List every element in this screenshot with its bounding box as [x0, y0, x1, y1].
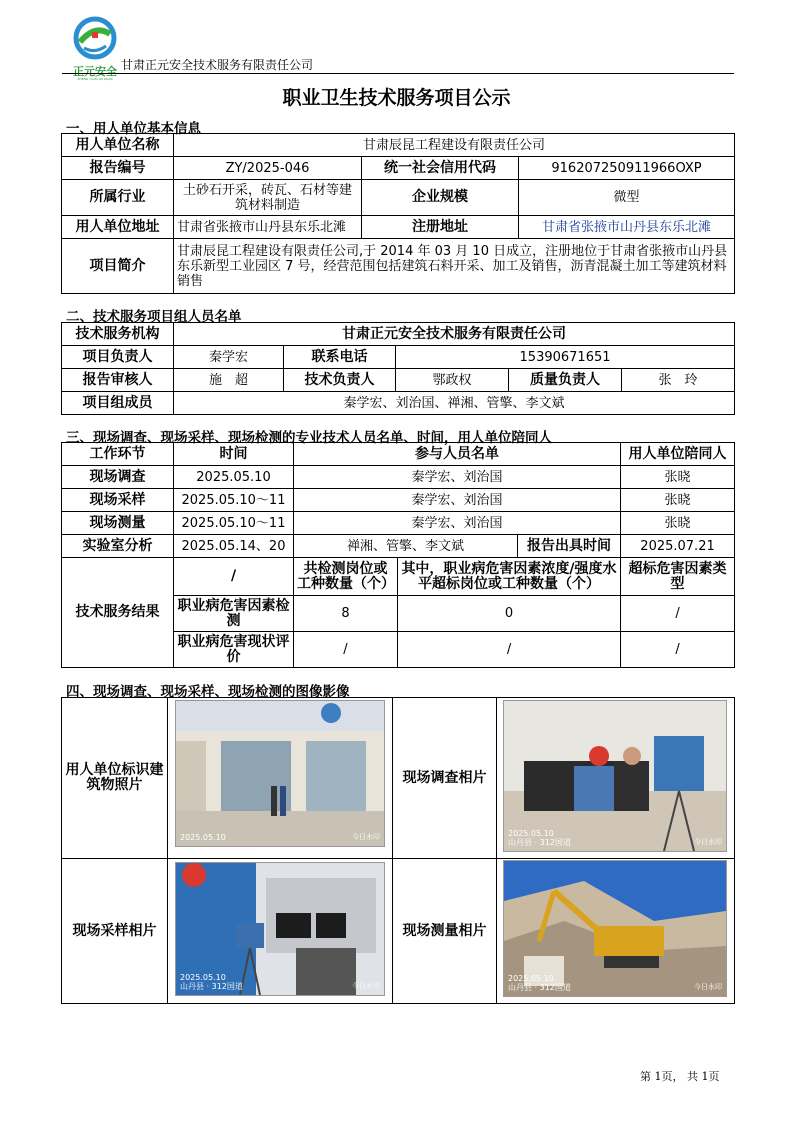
- page-number: 第 1页， 共 1页: [640, 1070, 720, 1083]
- col-type-head: 超标危害因素类型: [621, 558, 735, 596]
- scale-value: 微型: [519, 180, 735, 216]
- watermark-label: 今日水印: [694, 838, 722, 846]
- unit-name-value: 甘肃辰昆工程建设有限责任公司: [174, 134, 735, 157]
- table-row: [62, 512, 735, 535]
- intro-label: 项目简介: [62, 239, 174, 294]
- quality-value: 张 玲: [622, 369, 735, 392]
- eval-type: /: [621, 632, 735, 668]
- building-photo: [175, 700, 385, 847]
- table-row: [62, 489, 735, 512]
- report-date-value: 2025.07.21: [621, 535, 735, 558]
- section1-heading: 一、用人单位基本信息: [66, 121, 201, 137]
- building-photo-label: 用人单位标识建筑物照片: [62, 698, 168, 859]
- escort-cell: 张晓: [621, 512, 735, 535]
- lab-stage: 实验室分析: [62, 535, 174, 558]
- survey-photo: [503, 700, 727, 852]
- phone-value: 15390671651: [396, 346, 735, 369]
- report-no-label: 报告编号: [62, 157, 174, 180]
- intro-value: 甘肃辰昆工程建设有限责任公司,于 2014 年 03 月 10 日成立，注册地位于甘肃省张掖市山丹县东乐新型工业园区 7 号，经营范围包括建筑石料开采、加工及销售，沥青混凝土加工等建筑材料销售: [174, 239, 735, 294]
- detect-total: 8: [294, 596, 398, 632]
- reg-address-label: 注册地址: [362, 216, 519, 239]
- building-illustration: [176, 701, 384, 846]
- measure-photo-label: 现场测量相片: [393, 859, 497, 1004]
- page-title: 职业卫生技术服务项目公示: [282, 87, 511, 109]
- detect-label: 职业病危害因素检测: [174, 596, 294, 632]
- time-cell: 2025.05.10～11: [174, 489, 294, 512]
- staff-cell: 秦学宏、刘治国: [294, 512, 621, 535]
- watermark-label: 今日水印: [694, 983, 722, 991]
- unit-name-label: 用人单位名称: [62, 134, 174, 157]
- watermark-label: 今日水印: [352, 982, 380, 990]
- industry-value: 土砂石开采，砖瓦、石材等建筑材料制造: [174, 180, 362, 216]
- logo-text: 正元安全: [73, 65, 117, 78]
- time-cell: 2025.05.10: [174, 466, 294, 489]
- lead-value: 秦学宏: [174, 346, 284, 369]
- members-label: 项目组成员: [62, 392, 174, 415]
- lab-time: 2025.05.14、20: [174, 535, 294, 558]
- lead-label: 项目负责人: [62, 346, 174, 369]
- time-cell: 2025.05.10～11: [174, 512, 294, 535]
- result-slash: /: [174, 558, 294, 596]
- lab-staff: 禅湘、管擎、李文斌: [294, 535, 518, 558]
- detect-exceed: 0: [398, 596, 621, 632]
- staff-cell: 秦学宏、刘治国: [294, 489, 621, 512]
- stage-cell: 现场测量: [62, 512, 174, 535]
- head-escort: 用人单位陪同人: [621, 443, 735, 466]
- survey-photo-label: 现场调查相片: [393, 698, 497, 859]
- watermark-label: 今日水印: [352, 833, 380, 841]
- eval-exceed: /: [398, 632, 621, 668]
- section2-heading: 二、技术服务项目组人员名单: [66, 309, 242, 325]
- header-rule: [62, 73, 734, 74]
- photo-date-text: 2025.05.10: [180, 973, 226, 982]
- team-table: [61, 322, 735, 415]
- escort-cell: 张晓: [621, 489, 735, 512]
- phone-label: 联系电话: [284, 346, 396, 369]
- staff-cell: 秦学宏、刘治国: [294, 466, 621, 489]
- measure-photo: [503, 860, 727, 997]
- header-company-name: 甘肃正元安全技术服务有限责任公司: [121, 58, 314, 72]
- photo-date-stamp: 2025.05.10: [180, 833, 226, 842]
- sampling-photo: [175, 862, 385, 996]
- quality-label: 质量负责人: [509, 369, 622, 392]
- sampling-photo-label: 现场采样相片: [62, 859, 168, 1004]
- stage-cell: 现场采样: [62, 489, 174, 512]
- photo-date-stamp: [180, 973, 243, 991]
- logo-subtext: ZHENG YUAN AN QUAN: [77, 77, 113, 81]
- credit-code-label: 统一社会信用代码: [362, 157, 519, 180]
- head-time: 时间: [174, 443, 294, 466]
- report-no-value: ZY/2025-046: [174, 157, 362, 180]
- photo-date-stamp: [508, 829, 571, 847]
- photo-location-text: 山丹县 · 312国道: [508, 983, 571, 992]
- result-label: 技术服务结果: [62, 558, 174, 668]
- photo-date-stamp: [508, 974, 571, 992]
- org-value: 甘肃正元安全技术服务有限责任公司: [174, 323, 735, 346]
- members-value: 秦学宏、刘治国、禅湘、管擎、李文斌: [174, 392, 735, 415]
- eval-total: /: [294, 632, 398, 668]
- head-stage: 工作环节: [62, 443, 174, 466]
- photo-date-text: 2025.05.10: [508, 829, 554, 838]
- escort-cell: 张晓: [621, 466, 735, 489]
- stage-cell: 现场调查: [62, 466, 174, 489]
- tech-label: 技术负责人: [284, 369, 396, 392]
- col-total-head: 共检测岗位或工种数量（个）: [294, 558, 398, 596]
- head-staff: 参与人员名单: [294, 443, 621, 466]
- address-value: 甘肃省张掖市山丹县东乐北滩: [174, 216, 362, 239]
- report-date-label: 报告出具时间: [518, 535, 621, 558]
- eval-label: 职业病危害现状评价: [174, 632, 294, 668]
- section4-heading: 四、现场调查、现场采样、现场检测的图像影像: [66, 684, 350, 700]
- scale-label: 企业规模: [362, 180, 519, 216]
- section3-heading: 三、现场调查、现场采样、现场检测的专业技术人员名单、时间，用人单位陪同人: [66, 430, 552, 446]
- photo-location-text: 山丹县 · 312国道: [508, 838, 571, 847]
- detect-type: /: [621, 596, 735, 632]
- credit-code-value: 916207250911966OXP: [519, 157, 735, 180]
- photo-date-text: 2025.05.10: [508, 974, 554, 983]
- address-label: 用人单位地址: [62, 216, 174, 239]
- org-label: 技术服务机构: [62, 323, 174, 346]
- tech-value: 鄂政权: [396, 369, 509, 392]
- industry-label: 所属行业: [62, 180, 174, 216]
- reg-address-value: 甘肃省张掖市山丹县东乐北滩: [519, 216, 735, 239]
- company-logo: [70, 14, 120, 81]
- fieldwork-table: [61, 442, 735, 668]
- reviewer-label: 报告审核人: [62, 369, 174, 392]
- reviewer-value: 施 超: [174, 369, 284, 392]
- unit-info-table: [61, 133, 735, 294]
- table-row: [62, 466, 735, 489]
- col-exceed-head: 其中，职业病危害因素浓度/强度水平超标岗位或工种数量（个）: [398, 558, 621, 596]
- photo-location-text: 山丹县 · 312国道: [180, 982, 243, 991]
